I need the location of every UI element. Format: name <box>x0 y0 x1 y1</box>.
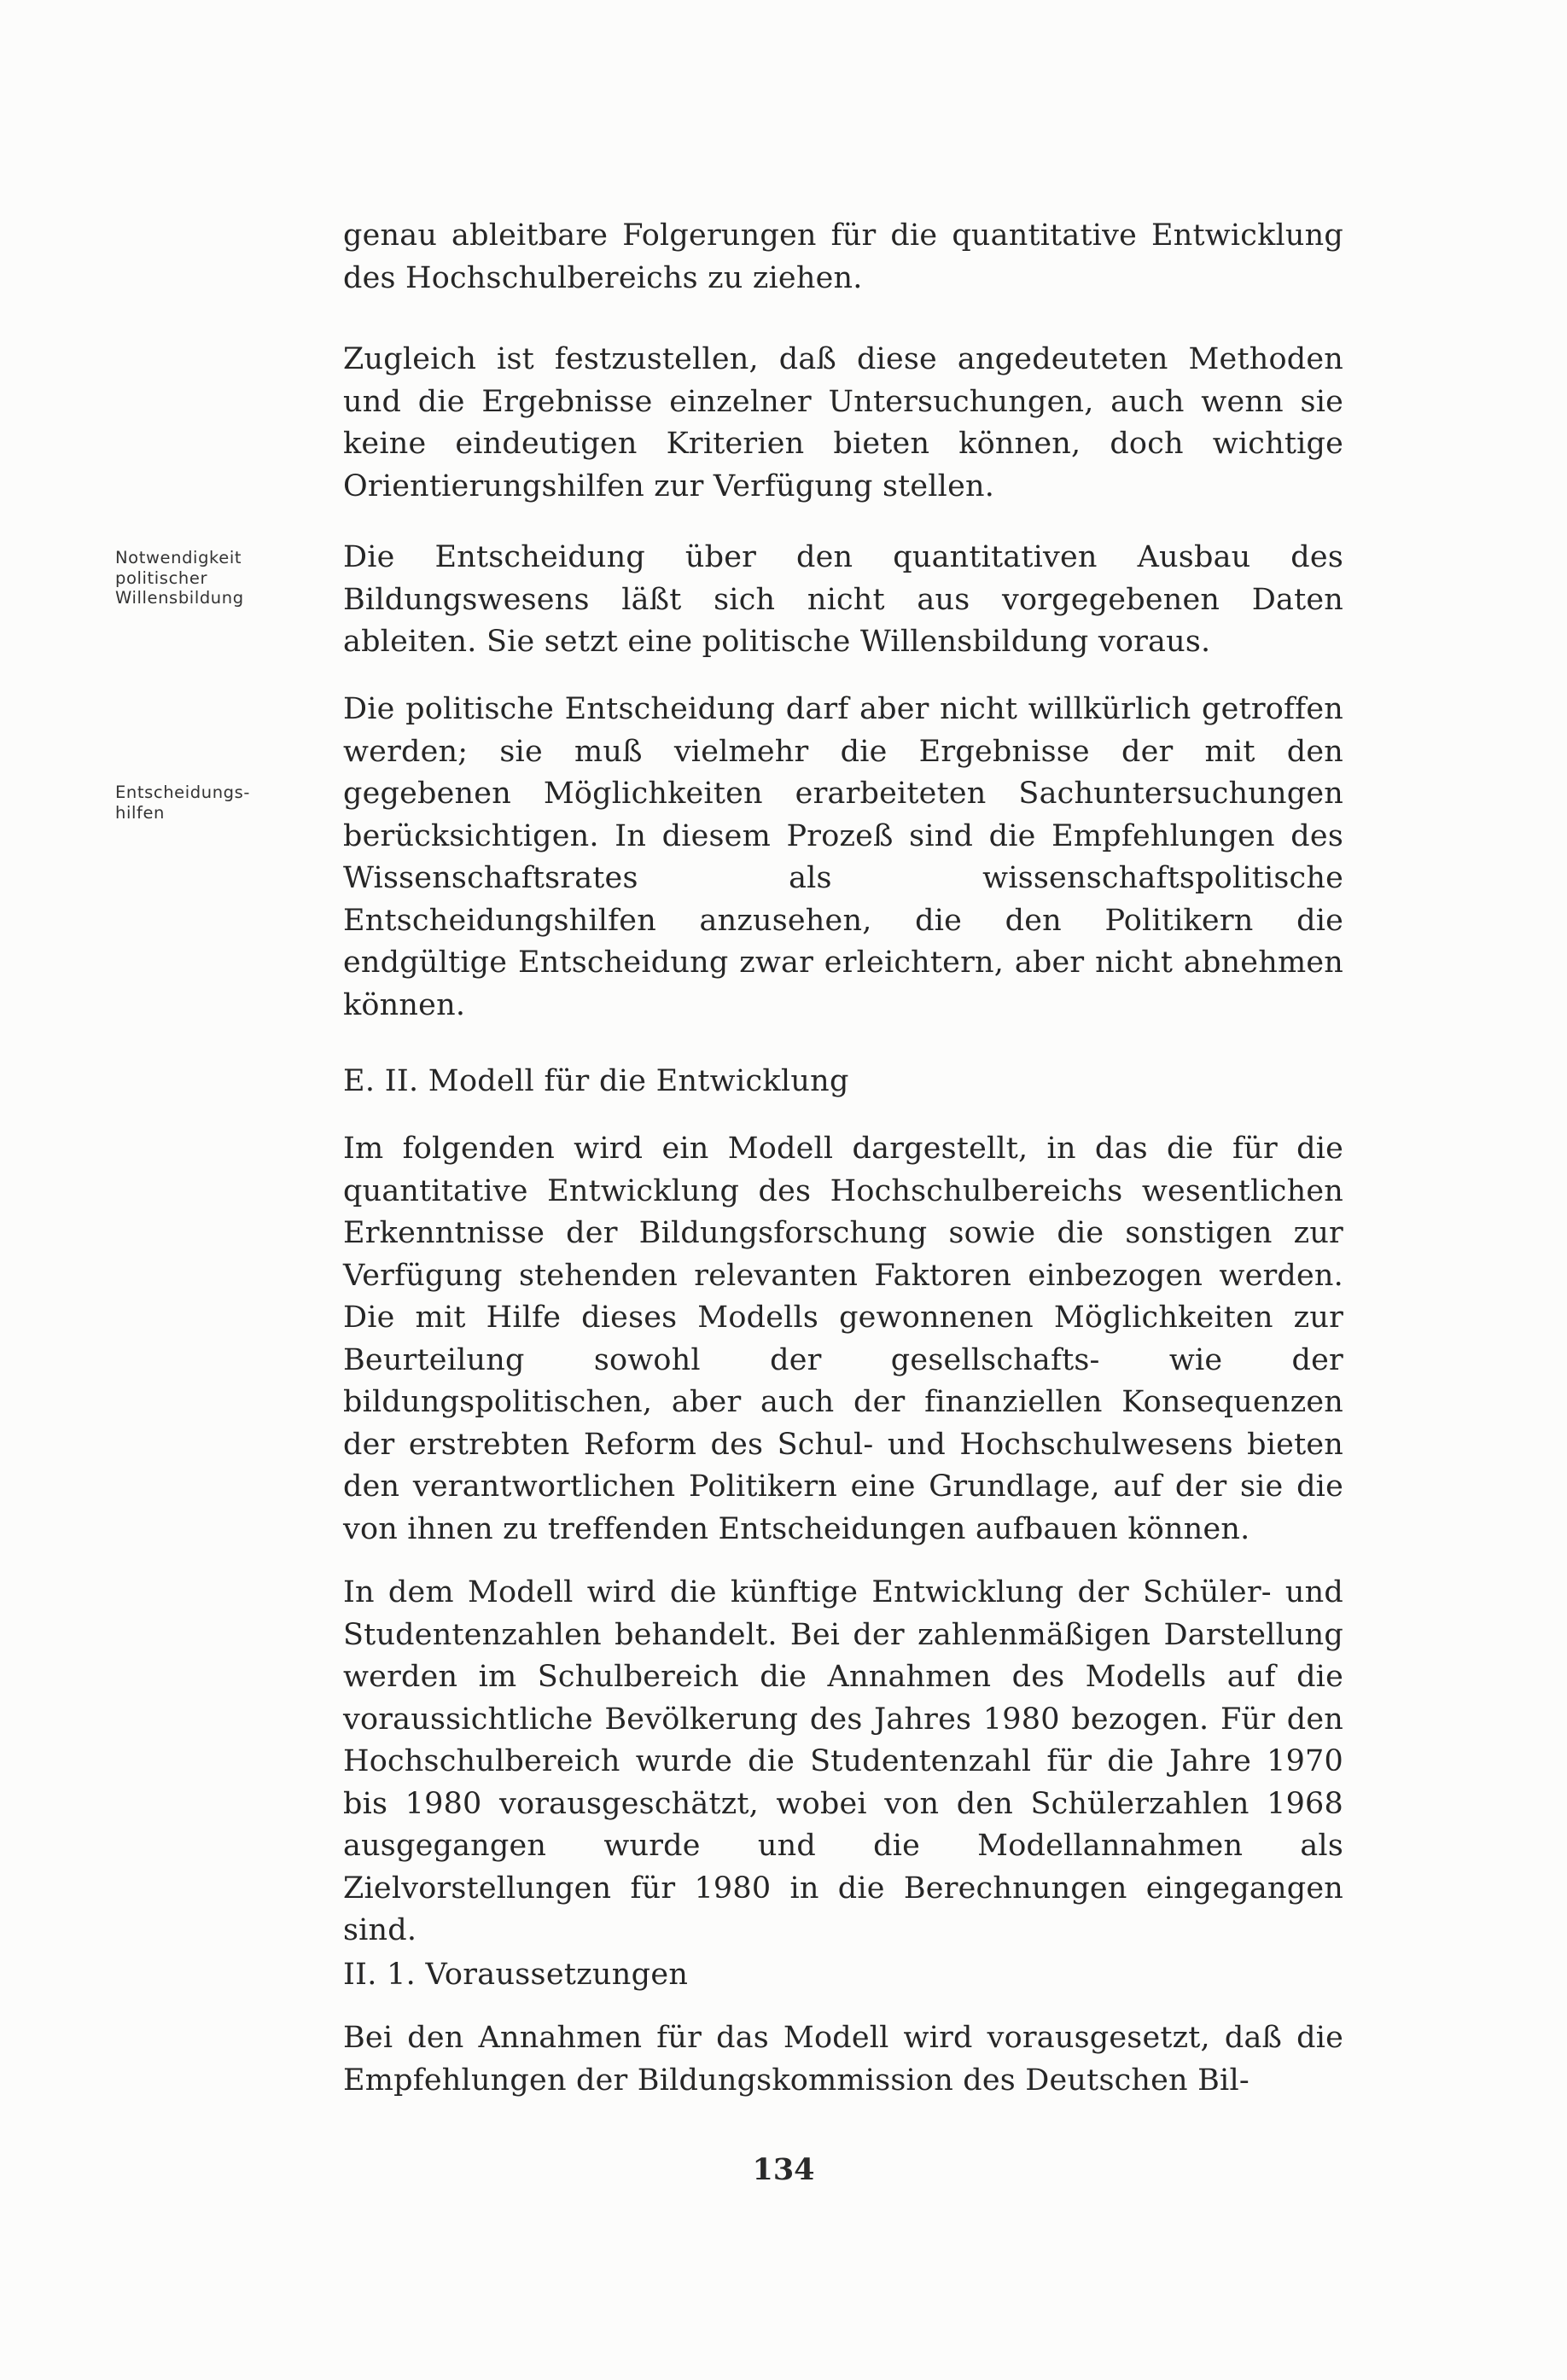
paragraph-zugleich: Zugleich ist festzustellen, daß diese angedeuteten Methoden und die Ergebnisse einzelner Untersuchungen, auch wenn sie keine eindeutigen Kriterien bieten können, doch wichtige Orientierungshilfen zur Verfügung stellen. <box>343 342 1343 503</box>
paragraph-intro-continuation: genau ableitbare Folgerungen für die quantitative Entwicklung des Hochschulbereichs zu ziehen. <box>343 218 1343 295</box>
margin-note-line: Willensbildung <box>115 588 244 608</box>
paragraph-annahmen: Bei den Annahmen für das Modell wird vorausgesetzt, daß die Empfehlungen der Bildungskommission des Deutschen Bil- <box>343 2021 1343 2098</box>
margin-note-line: politischer <box>115 567 208 588</box>
margin-note-willensbildung <box>115 548 320 608</box>
margin-note-line: Entscheidungs- <box>115 783 251 802</box>
margin-note-entscheidungshilfen <box>115 783 320 823</box>
paragraph-politische-entscheidung: Die politische Entscheidung darf aber nicht willkürlich getroffen werden; sie muß vielmehr die Ergebnisse der mit den gegebenen Möglichkeiten erarbeiteten Sachuntersuchungen berücksichtigen. In diesem Prozeß sind die Empfehlungen des Wissenschaftsrates als wissenschaftspolitische Entscheidungshilfen anzusehen, die den Politikern die endgültige Entscheidung zwar erleichtern, aber nicht abnehmen können. <box>343 692 1343 1022</box>
page-number: 134 <box>752 2152 815 2187</box>
margin-note-line: hilfen <box>115 802 166 823</box>
paragraph-modell-dargestellt: Im folgenden wird ein Modell dargestellt, in das die für die quantitative Entwicklung des Hochschulbereichs wesentlichen Erkenntnisse der Bildungsforschung sowie die sonstigen zur Verfügung stehenden relevanten Faktoren einbezogen werden. Die mit Hilfe dieses Modells gewonnenen Möglichkeiten zur Beurteilung sowohl der gesellschafts- wie der bildungspolitischen, aber auch der finanziellen Konsequenzen der erstrebten Reform des Schul- und Hochschulwesens bieten den verantwortlichen Politikern eine Grundlage, auf der sie die von ihnen zu treffenden Entscheidungen aufbauen können. <box>343 1132 1343 1546</box>
subsection-heading: II. 1. Voraussetzungen <box>343 1958 689 1992</box>
paragraph-schueler-studentenzahlen: In dem Modell wird die künftige Entwicklung der Schüler- und Studentenzahlen behandelt. Bei der zahlenmäßigen Darstellung werden im Schulbereich die Annahmen des Modells auf die voraussichtliche Bevölkerung des Jahres 1980 bezogen. Für den Hochschulbereich wurde die Studentenzahl für die Jahre 1970 bis 1980 vorausgeschätzt, wobei von den Schülerzahlen 1968 ausgegangen wurde und die Modellannahmen als Zielvorstellungen für 1980 in die Berechnungen eingegangen sind. <box>343 1575 1343 1947</box>
section-heading: E. II. Modell für die Entwicklung <box>343 1064 849 1098</box>
paragraph-entscheidung-ausbau: Die Entscheidung über den quantitativen Ausbau des Bildungswesens läßt sich nicht aus vorgegebenen Daten ableiten. Sie setzt eine politische Willensbildung voraus. <box>343 540 1343 659</box>
margin-note-line: Notwendigkeit <box>115 548 242 567</box>
